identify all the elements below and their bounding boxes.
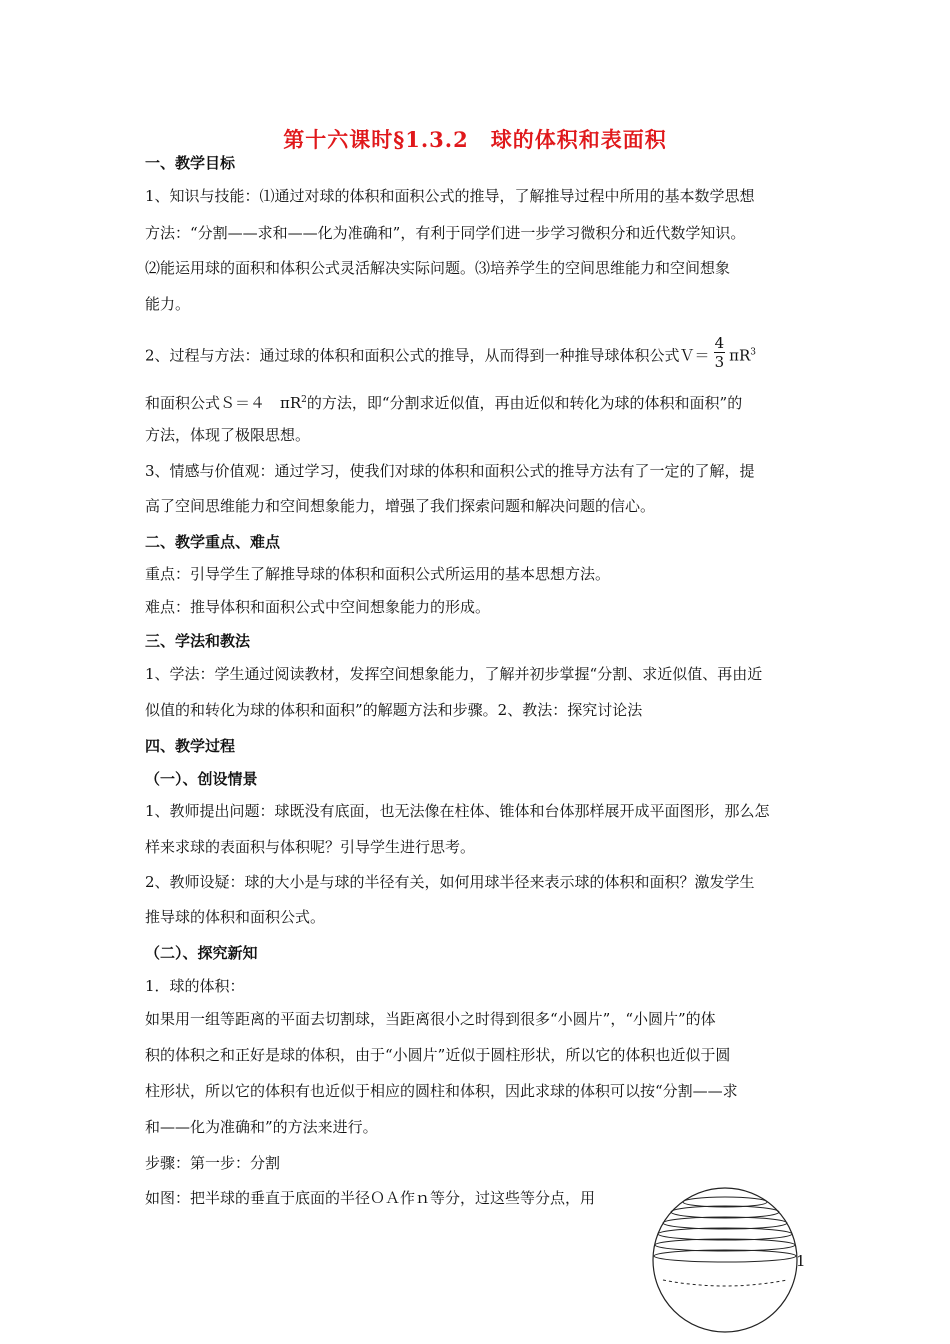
exponent: 3 <box>750 347 756 358</box>
paragraph-line: 似值的和转化为球的体积和面积”的解题方法和步骤。2、教法：探究讨论法 <box>145 701 643 719</box>
slice-ellipse <box>655 1239 795 1251</box>
dashed-arc <box>663 1280 787 1286</box>
fraction-four-thirds <box>714 334 726 371</box>
paragraph-line: 积的体积之和正好是球的体积，由于“小圆片”近似于圆柱形状，所以它的体积也近似于圆 <box>145 1046 731 1064</box>
formula-line-volume <box>145 334 815 375</box>
paragraph-line: 如果用一组等距离的平面去切割球，当距离很小之时得到很多“小圆片”，“小圆片”的体 <box>145 1010 716 1028</box>
paragraph-line: 高了空间思维能力和空间想象能力，增强了我们探索问题和解决问题的信心。 <box>145 497 656 515</box>
slice-ellipse <box>663 1217 787 1229</box>
subsection-heading-explore: （二）、探究新知 <box>145 944 258 962</box>
paragraph-line: 和——化为准确和”的方法来进行。 <box>145 1118 378 1136</box>
paragraph-line: 方法，体现了极限思想。 <box>145 426 311 444</box>
paragraph-line: 1、知识与技能：⑴通过对球的体积和面积公式的推导，了解推导过程中所用的基本数学思想 <box>145 187 755 205</box>
section-heading-process: 四、教学过程 <box>145 737 236 755</box>
paragraph-line: 重点：引导学生了解推导球的体积和面积公式所运用的基本思想方法。 <box>145 565 611 583</box>
section-heading-methods: 三、学法和教法 <box>145 632 251 650</box>
sliced-sphere-figure <box>650 1180 800 1338</box>
exponent: 2 <box>301 395 307 405</box>
paragraph-line: 1、教师提出问题：球既没有底面，也无法像在柱体、锥体和台体那样展开成平面图形，那么怎 <box>145 802 770 820</box>
paragraph-line: ⑵能运用球的面积和体积公式灵活解决实际问题。⑶培养学生的空间思维能力和空间想象 <box>145 259 731 277</box>
fraction-denominator: 3 <box>714 353 725 371</box>
paragraph-text: 的方法，即“分割求近似值，再由近似和转化为球的体积和面积”的 <box>306 394 743 412</box>
paragraph-line: 如图：把半球的垂直于底面的半径ＯＡ作ｎ等分，过这些等分点，用 <box>145 1189 596 1207</box>
paragraph-line: 能力。 <box>145 295 191 313</box>
sphere-slices <box>654 1197 796 1262</box>
paragraph-line: 样来求球的表面积与体积呢？引导学生进行思考。 <box>145 838 476 856</box>
paragraph-line: 1、学法：学生通过阅读教材，发挥空间想象能力，了解并初步掌握“分割、求近似值、再由近 <box>145 665 763 683</box>
paragraph-line: 3、情感与价值观：通过学习，使我们对球的体积和面积公式的推导方法有了一定的了解，提 <box>145 462 755 480</box>
slice-ellipse <box>658 1228 792 1240</box>
formula-pi-r: πR <box>729 346 751 365</box>
hidden-slice-lines <box>663 1280 787 1286</box>
paragraph-line: 2、教师设疑：球的大小是与球的半径有关，如何用球半径来表示球的体积和面积？激发学生 <box>145 873 755 891</box>
section-heading-keypoints: 二、教学重点、难点 <box>145 533 281 551</box>
paragraph-line: 方法：“分割——求和——化为准确和”，有利于同学们进一步学习微积分和近代数学知识。 <box>145 224 746 242</box>
paragraph-line: 柱形状，所以它的体积有也近似于相应的圆柱和体积，因此求球的体积可以按“分割——求 <box>145 1082 738 1100</box>
paragraph-line: 难点：推导体积和面积公式中空间想象能力的形成。 <box>145 598 491 616</box>
paragraph-line: 1．球的体积： <box>145 977 245 995</box>
fraction-numerator: 4 <box>714 334 725 352</box>
paragraph-text: 2、过程与方法：通过球的体积和面积公式的推导，从而得到一种推导球体积公式Ｖ＝ <box>145 346 710 365</box>
formula-line-area <box>145 390 815 413</box>
paragraph-line: 步骤：第一步：分割 <box>145 1154 281 1172</box>
paragraph-line: 推导球的体积和面积公式。 <box>145 908 326 926</box>
subsection-heading-scenario: （一）、创设情景 <box>145 770 258 788</box>
page-title: 第十六课时§1.3.2 球的体积和表面积 <box>283 127 667 152</box>
formula-area: 和面积公式Ｓ＝４ πR <box>145 394 302 412</box>
slice-ellipse <box>671 1206 779 1218</box>
section-heading-objectives: 一、教学目标 <box>145 154 236 172</box>
page-number: 1 <box>796 1252 806 1270</box>
slice-ellipse <box>654 1250 796 1262</box>
